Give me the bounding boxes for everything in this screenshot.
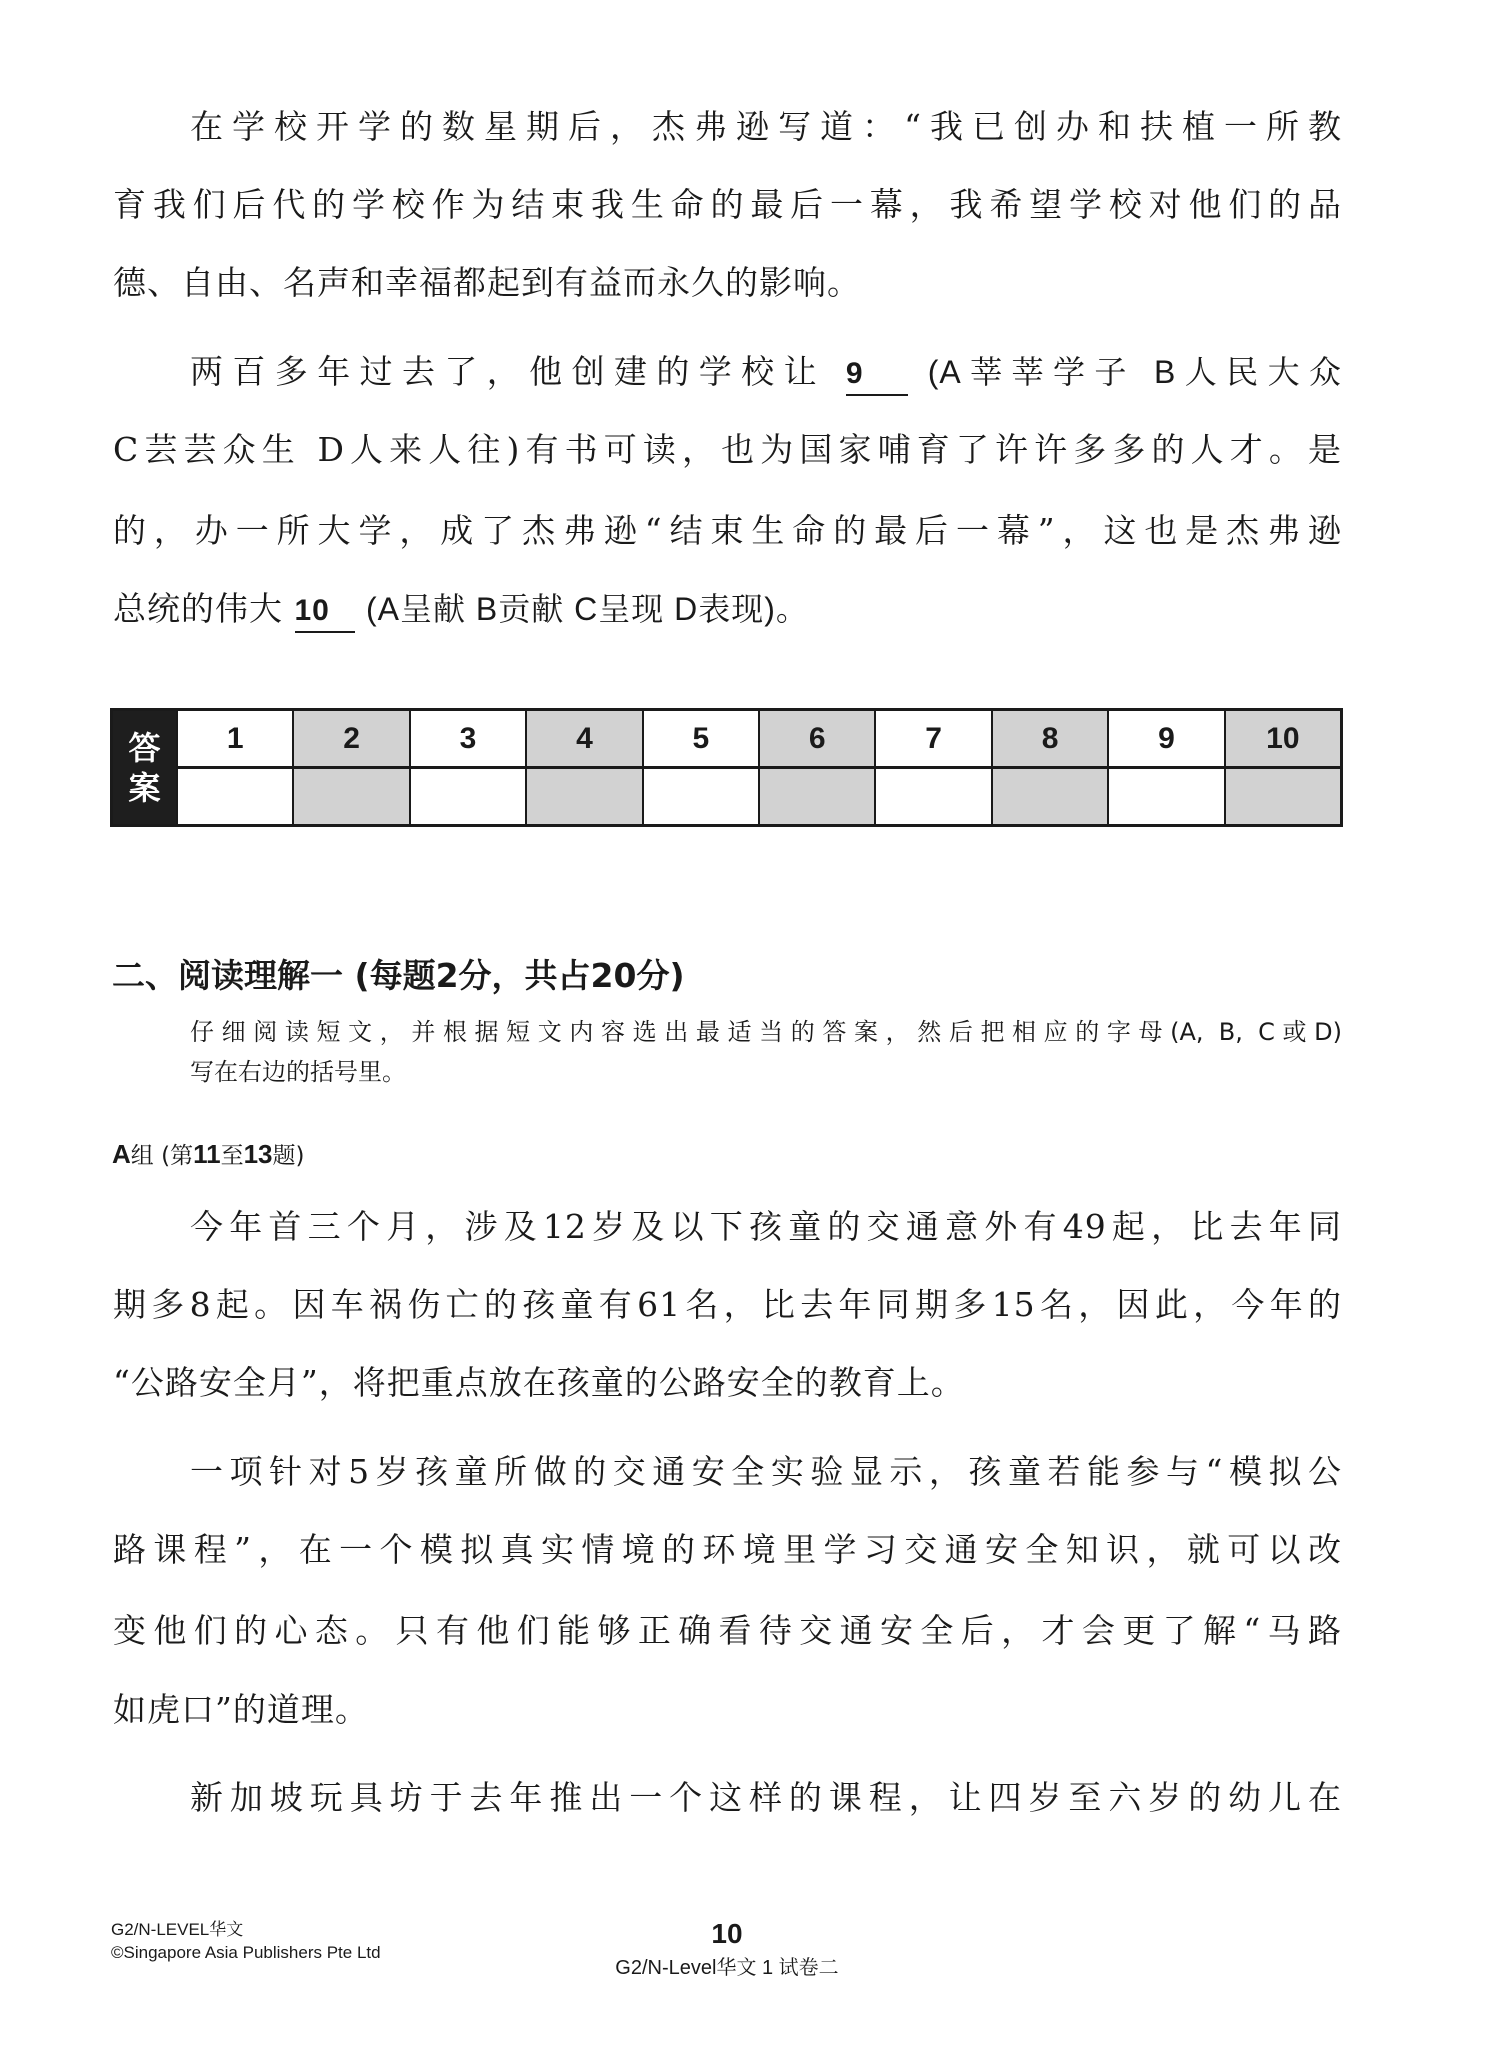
answer-box-2[interactable] xyxy=(294,769,408,824)
answer-column-7 xyxy=(874,711,990,824)
question-number: 7 xyxy=(876,711,990,769)
text-line-with-blank-9 xyxy=(190,349,1342,395)
answer-column-5 xyxy=(642,711,758,824)
answer-column-3 xyxy=(409,711,525,824)
question-number: 1 xyxy=(178,711,292,769)
question-number: 9 xyxy=(1109,711,1223,769)
group-letter: A xyxy=(112,1139,131,1169)
options-q10: (A呈献 B贡献 C呈现 D表现)。 xyxy=(366,591,809,627)
footer-left xyxy=(111,1918,381,1964)
text-line: 的，办一所大学，成了杰弗逊“结束生命的最后一幕”，这也是杰弗逊 xyxy=(113,511,1342,550)
answer-box-4[interactable] xyxy=(527,769,641,824)
question-number: 8 xyxy=(993,711,1107,769)
text-line: 期多8起。因车祸伤亡的孩童有61名，比去年同期多15名，因此，今年的 xyxy=(113,1285,1342,1324)
options-q9-part2: C芸芸众生 D人来人往)有书可读，也为国家哺育了许许多多的人才。是 xyxy=(113,430,1342,469)
text-line: 变他们的心态。只有他们能够正确看待交通安全后，才会更了解“马路 xyxy=(113,1611,1342,1650)
book-title: G2/N-LEVEL华文 xyxy=(111,1920,244,1939)
answer-column-1 xyxy=(176,711,292,824)
instruction-line: 写在右边的括号里。 xyxy=(190,1058,406,1086)
question-number: 10 xyxy=(1226,711,1340,769)
question-number: 2 xyxy=(294,711,408,769)
group-to: 13 xyxy=(243,1139,273,1169)
answer-column-6 xyxy=(758,711,874,824)
label-char: 答 xyxy=(128,728,161,767)
answer-blank-9: 9 xyxy=(846,354,908,396)
section-heading: 二、阅读理解一 (每题2分，共占20分) xyxy=(112,956,685,995)
text-line: 今年首三个月，涉及12岁及以下孩童的交通意外有49起，比去年同 xyxy=(190,1207,1342,1246)
paper-label: G2/N-Level华文 1 试卷二 xyxy=(615,1957,839,1979)
answer-column-10 xyxy=(1224,711,1340,824)
answer-column-2 xyxy=(292,711,408,824)
text-line: 德、自由、名声和幸福都起到有益而永久的影响。 xyxy=(113,263,861,302)
group-text: 题) xyxy=(272,1143,305,1169)
text-line: 新加坡玩具坊于去年推出一个这样的课程，让四岁至六岁的幼儿在 xyxy=(190,1778,1342,1817)
answer-box-6[interactable] xyxy=(760,769,874,824)
group-from: 11 xyxy=(193,1139,221,1169)
text-line-with-blank-10 xyxy=(113,586,809,632)
text-line: “公路安全月”，将把重点放在孩童的公路安全的教育上。 xyxy=(113,1363,965,1402)
label-char: 案 xyxy=(128,768,161,807)
answer-table xyxy=(110,708,1343,827)
text-line: 育我们后代的学校作为结束我生命的最后一幕，我希望学校对他们的品 xyxy=(113,185,1342,224)
answer-box-1[interactable] xyxy=(178,769,292,824)
text-segment: 总统的伟大 xyxy=(113,589,283,628)
group-text: 至 xyxy=(220,1143,244,1169)
group-text: 组 (第 xyxy=(130,1143,194,1169)
answer-box-7[interactable] xyxy=(876,769,990,824)
instruction-line: 仔细阅读短文，并根据短文内容选出最适当的答案，然后把相应的字母(A, B, C或D) xyxy=(190,1018,1342,1046)
answer-box-5[interactable] xyxy=(644,769,758,824)
answer-column-8 xyxy=(991,711,1107,824)
question-number: 5 xyxy=(644,711,758,769)
answer-box-10[interactable] xyxy=(1226,769,1340,824)
group-label xyxy=(112,1137,304,1173)
question-number: 4 xyxy=(527,711,641,769)
question-number: 3 xyxy=(411,711,525,769)
answer-box-9[interactable] xyxy=(1109,769,1223,824)
copyright: ©Singapore Asia Publishers Pte Ltd xyxy=(111,1943,381,1962)
answer-column-9 xyxy=(1107,711,1223,824)
text-line: 在学校开学的数星期后，杰弗逊写道：“我已创办和扶植一所教 xyxy=(190,107,1342,146)
answer-table-label xyxy=(113,711,176,824)
page-number: 10 xyxy=(711,1918,743,1949)
answer-box-3[interactable] xyxy=(411,769,525,824)
answer-blank-10: 10 xyxy=(295,591,355,633)
text-line: 如虎口”的道理。 xyxy=(113,1690,369,1729)
text-line: 一项针对5岁孩童所做的交通安全实验显示，孩童若能参与“模拟公 xyxy=(190,1452,1342,1491)
question-number: 6 xyxy=(760,711,874,769)
answer-box-8[interactable] xyxy=(993,769,1107,824)
text-segment: 两百多年过去了，他创建的学校让 xyxy=(190,352,826,391)
options-q9-part1: (A莘莘学子 B人民大众 xyxy=(927,354,1342,390)
answer-column-4 xyxy=(525,711,641,824)
text-line: 路课程”，在一个模拟真实情境的环境里学习交通安全知识，就可以改 xyxy=(113,1530,1342,1569)
